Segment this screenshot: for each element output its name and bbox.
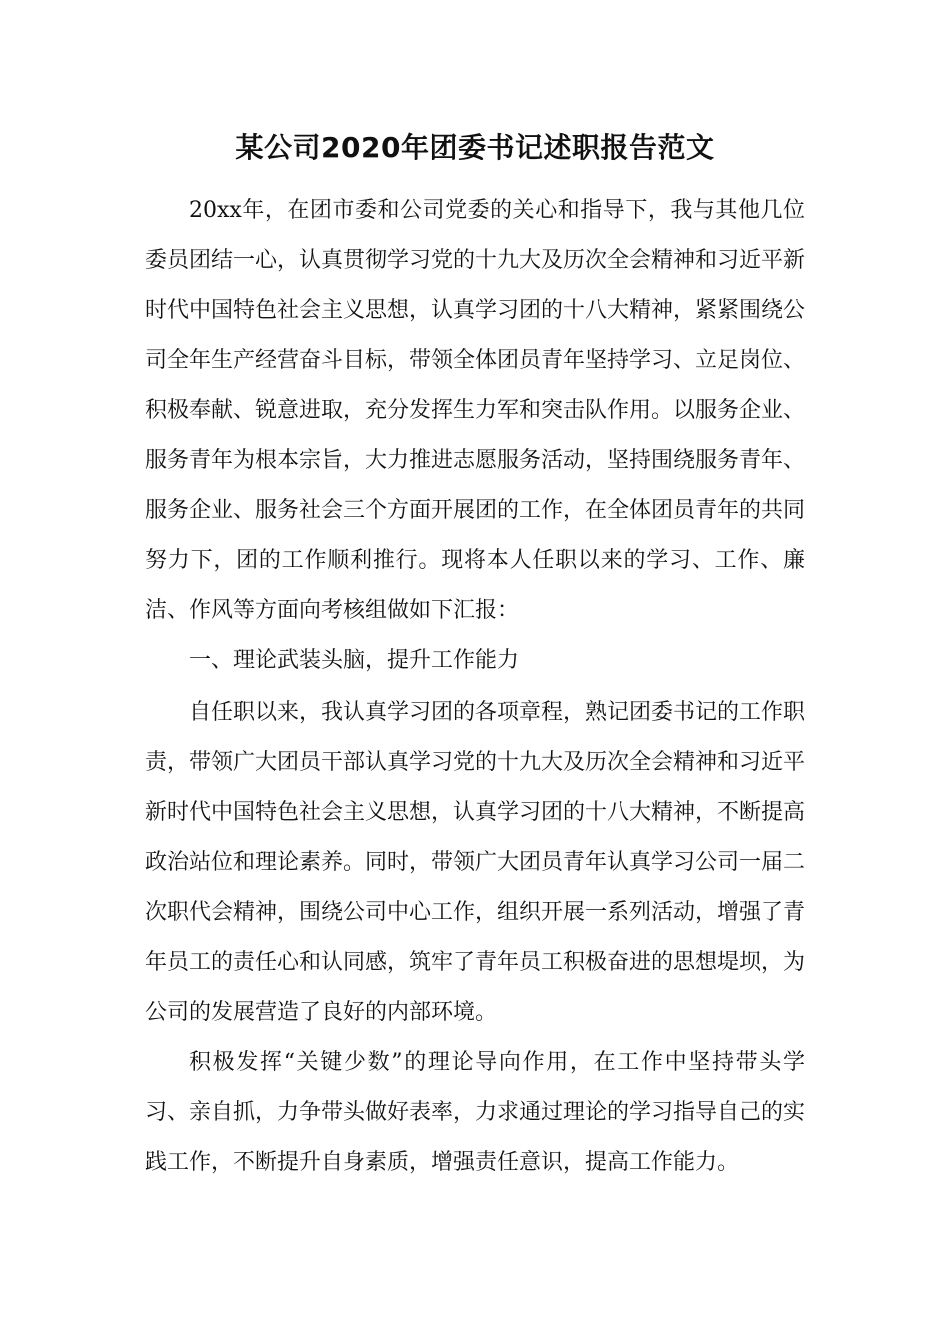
section-heading-1: 一、理论武装头脑，提升工作能力 [189,648,520,673]
paragraph-intro: 20xx年，在团市委和公司党委的关心和指导下，我与其他几位委员团结一心，认真贯彻学习党的十九大及历次全会精神和习近平新时代中国特色社会主义思想，认真学习团的十八大精神，紧紧围绕公司全年生产经营奋斗目标，带领全体团员青年坚持学习、立足岗位、积极奉献、锐意进取，充分发挥生力军和突击队作用。以服务企业、服务青年为根本宗旨，大力推进志愿服务活动，坚持围绕服务青年、服务企业、服务社会三个方面开展团的工作，在全体团员青年的共同努力下，团的工作顺利推行。现将本人任职以来的学习、工作、廉洁、作风等方面向考核组做如下汇报： [145,198,806,623]
document-body [145,186,805,1188]
paragraph-key-minority: 积极发挥“关键少数”的理论导向作用，在工作中坚持带头学习、亲自抓，力争带头做好表率，力求通过理论的学习指导自己的实践工作，不断提升自身素质，增强责任意识，提高工作能力。 [145,1050,806,1175]
document-title: 某公司2020年团委书记述职报告范文 [235,131,715,164]
paragraph-section-1: 自任职以来，我认真学习团的各项章程，熟记团委书记的工作职责，带领广大团员干部认真学习党的十九大及历次全会精神和习近平新时代中国特色社会主义思想，认真学习团的十八大精神，不断提高政治站位和理论素养。同时，带领广大团员青年认真学习公司一届二次职代会精神，围绕公司中心工作，组织开展一系列活动，增强了青年员工的责任心和认同感，筑牢了青年员工积极奋进的思想堤坝，为公司的发展营造了良好的内部环境。 [145,700,806,1025]
